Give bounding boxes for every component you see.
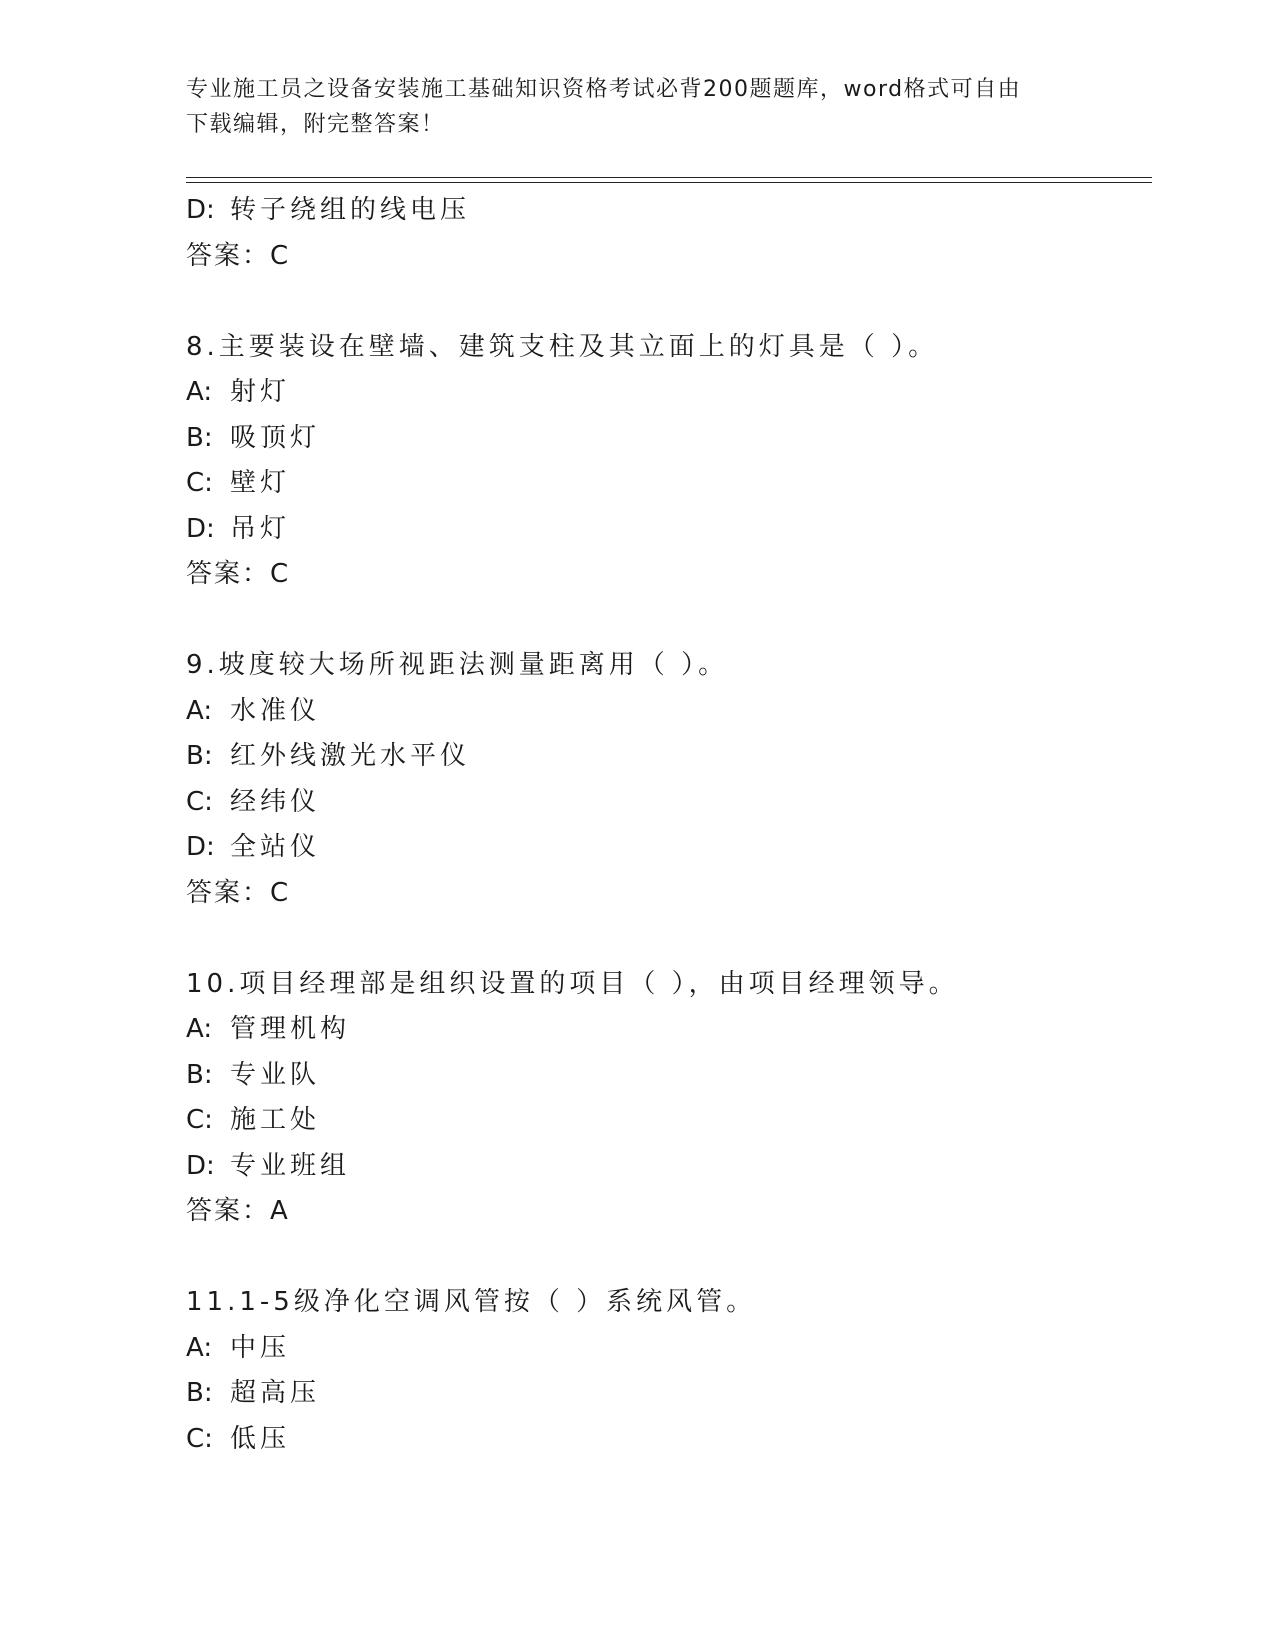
spacer (186, 598, 1152, 644)
option-label: D: (186, 832, 215, 862)
question-stem: 10.项目经理部是组织设置的项目（ ），由项目经理领导。 (186, 968, 959, 999)
option-d (186, 188, 1152, 234)
question-list (186, 188, 1152, 1462)
question-8 (186, 325, 1152, 598)
option-text: 射灯 (230, 377, 291, 407)
option-label: B: (186, 1378, 213, 1408)
option-a (186, 370, 1152, 416)
option-label: D: (186, 513, 215, 544)
option-b (186, 1371, 1152, 1417)
option-label: A: (186, 377, 213, 407)
option-c (186, 1417, 1152, 1463)
option-a (186, 1326, 1152, 1372)
option-b (186, 734, 1152, 780)
answer-line: 答案：C (186, 559, 291, 589)
option-label: B: (186, 1059, 213, 1090)
option-text: 红外线激光水平仪 (230, 741, 471, 771)
answer-line: 答案：A (186, 1196, 290, 1226)
option-b (186, 1053, 1152, 1099)
option-label: B: (186, 422, 213, 453)
option-text: 全站仪 (230, 832, 321, 862)
spacer (186, 916, 1152, 962)
option-text: 施工处 (230, 1105, 321, 1135)
option-label: C: (186, 1423, 213, 1454)
question-9 (186, 643, 1152, 916)
option-c (186, 1098, 1152, 1144)
option-text: 水准仪 (230, 695, 321, 726)
option-label: A: (186, 1014, 213, 1044)
option-label: D: (186, 1150, 215, 1181)
answer-line: 答案：C (186, 240, 291, 271)
option-text: 转子绕组的线电压 (230, 195, 471, 225)
option-label: A: (186, 695, 213, 726)
option-c (186, 780, 1152, 826)
option-text: 专业班组 (230, 1150, 351, 1181)
option-label: C: (186, 1105, 213, 1135)
option-label: A: (186, 1332, 213, 1363)
option-text: 超高压 (230, 1378, 321, 1408)
option-text: 经纬仪 (230, 786, 321, 817)
option-c (186, 461, 1152, 507)
option-a (186, 689, 1152, 735)
option-d (186, 1144, 1152, 1190)
option-text: 吸顶灯 (230, 422, 321, 453)
question-11 (186, 1280, 1152, 1462)
header-line-1: 专业施工员之设备安装施工基础知识资格考试必背200题题库，word格式可自由 (186, 77, 1022, 102)
option-text: 管理机构 (230, 1014, 351, 1044)
option-label: B: (186, 741, 213, 771)
header-line-2: 下载编辑，附完整答案！ (186, 112, 445, 137)
answer-line: 答案：C (186, 877, 291, 908)
option-d (186, 507, 1152, 553)
option-text: 壁灯 (230, 468, 291, 498)
option-label: D: (186, 195, 215, 225)
option-b (186, 416, 1152, 462)
option-text: 专业队 (230, 1059, 321, 1090)
option-label: C: (186, 468, 213, 498)
header-divider-bottom (186, 182, 1152, 183)
header-divider-top (186, 177, 1152, 178)
option-a (186, 1007, 1152, 1053)
option-text: 中压 (230, 1332, 291, 1363)
spacer (186, 1235, 1152, 1281)
question-stem: 8.主要装设在壁墙、建筑支柱及其立面上的灯具是（ ）。 (186, 331, 939, 362)
spacer (186, 279, 1152, 325)
option-label: C: (186, 786, 213, 817)
question-stem: 9.坡度较大场所视距法测量距离用（ ）。 (186, 650, 729, 680)
option-d (186, 825, 1152, 871)
question-stem: 11.1-5级净化空调风管按（ ）系统风管。 (186, 1287, 757, 1317)
option-text: 低压 (230, 1423, 291, 1454)
question-10 (186, 962, 1152, 1235)
option-text: 吊灯 (230, 513, 291, 544)
document-header (186, 72, 1066, 142)
